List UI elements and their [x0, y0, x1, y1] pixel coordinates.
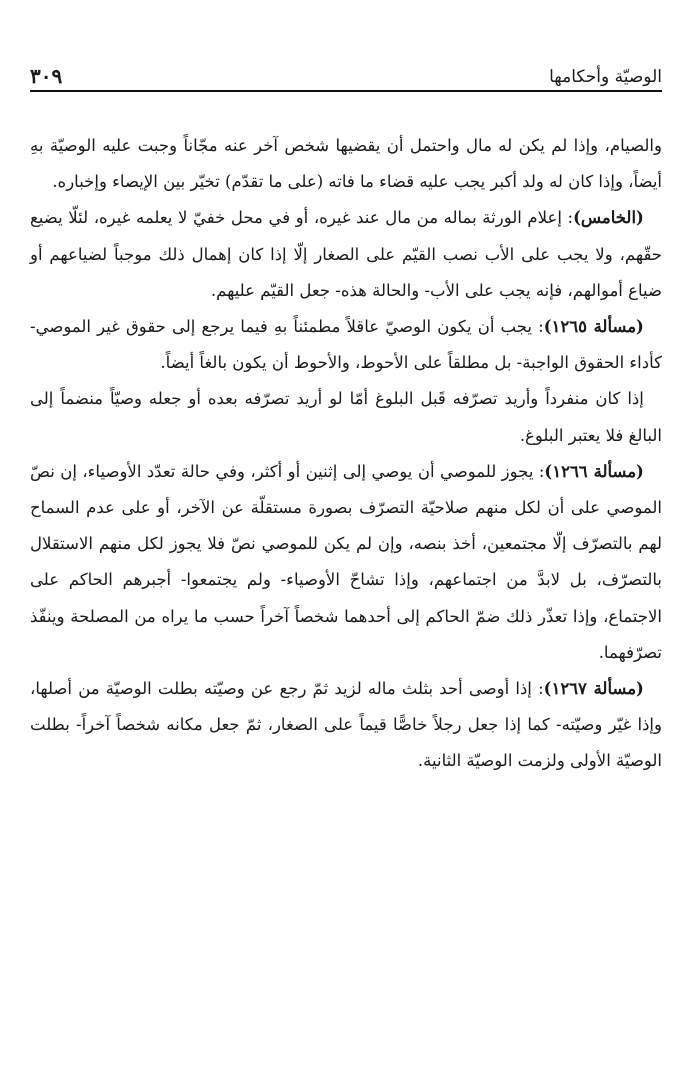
paragraph: [30, 128, 662, 200]
paragraph-text: : يجوز للموصي أن يوصي إلى إثنين أو أكثر، وفي حالة تعدّد الأوصياء، إن نصّ الموصي على أن لكل منهم صلاحيّة التصرّف بصورة مستقلّة عن الآخر، أو على عدم السماح لهم بالتصرّف إلّا مجتمعين، أخذ بنصه، وإن لم يكن للموصي نصّ فلا يجوز لكل منهم الاستقلال بالتصرّف، بل لابدَّ من اجتماعهم، وإذا تشاحّ الأوصياء- ولم يجتمعوا- أجبرهم الحاكم على الاجتماع، وإذا تعذّر ذلك ضمّ الحاكم إلى أحدهما شخصاً آخراً حسب ما يراه من المصلحة وينفّذ تصرّفهما.: [30, 461, 662, 662]
page-number: ٣٠٩: [30, 64, 63, 88]
paragraph-text: : إعلام الورثة بماله من مال عند غيره، أو في محل خفيّ لا يعلمه غيره، لئلّا يضيع حقّهم، ولا يجب على الأب نصب القيّم على الصغار إلّا إذا كان إهمال ذلك موجباً لضياعهم أو ضياع أموالهم، فإنه يجب على الأب- والحالة هذه- جعل القيّم عليهم.: [30, 208, 662, 300]
paragraph-text: : إذا أوصى أحد بثلث ماله لزيد ثمّ رجع عن وصيّته بطلت الوصيّة من أصلها، وإذا غيّر وصيّته- كما إذا جعل رجلاً خاصًّا قيماً على الصغار، ثمّ جعل مكانه شخصاً آخراً- بطلت الوصيّة الأولى ولزمت الوصيّة الثانية.: [30, 679, 662, 771]
paragraph-lead: (مسألة ١٢٦٦): [544, 461, 644, 481]
body-text: [30, 128, 662, 780]
running-title: الوصيّة وأحكامها: [549, 67, 662, 87]
paragraph: [30, 671, 662, 780]
paragraph-lead: (الخامس): [573, 208, 644, 228]
paragraph-text: إذا كان منفرداً وأريد تصرّفه قَبل البلوغ أمّا لو أريد تصرّفه بعده أو جعله وصيّاً منضماً إلى البالغ فلا يعتبر البلوغ.: [30, 389, 662, 445]
paragraph: [30, 381, 662, 453]
paragraph-lead: (مسألة ١٢٦٥): [543, 317, 644, 337]
paragraph-text: والصيام، وإذا لم يكن له مال واحتمل أن يقضيها شخص آخر عنه مجّاناً وجبت عليه الوصيّة بهِ أيضاً، وإذا كان له ولد أكبر يجب عليه قضاء ما فاته (على ما تقدّم) تخيّر بين الإيصاء وإخباره.: [30, 136, 662, 192]
paragraph: [30, 454, 662, 671]
running-header: [30, 62, 662, 92]
paragraph-lead: (مسألة ١٢٦٧): [543, 679, 644, 699]
paragraph: [30, 200, 662, 309]
paragraph: [30, 309, 662, 381]
book-page: [30, 0, 662, 1073]
paragraph-text: : يجب أن يكون الوصيّ عاقلاً مطمئناً بهِ فيما يرجع إلى حقوق غير الموصي- كأداء الحقوق الواجبة- بل مطلقاً على الأحوط، والأحوط أن يكون بالغاً أيضاً.: [30, 317, 662, 373]
